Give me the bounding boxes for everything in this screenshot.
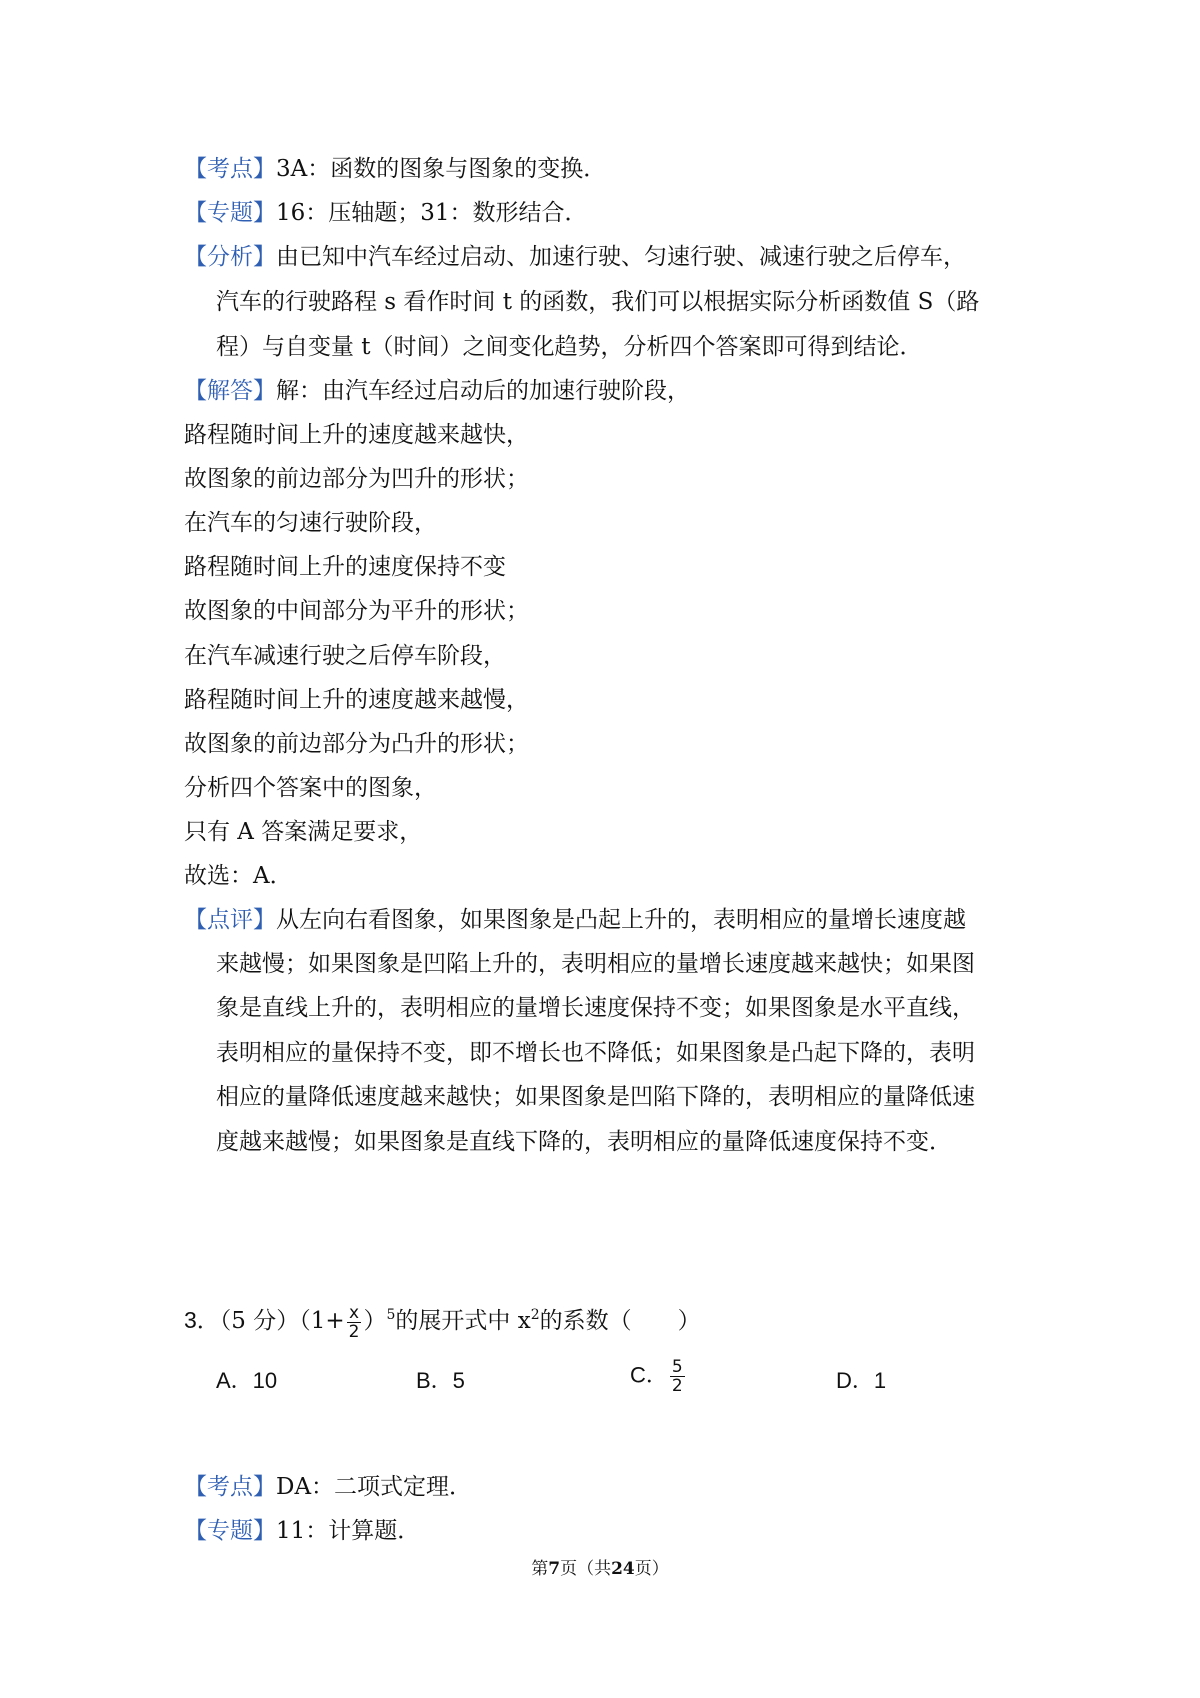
q3-option-c (630, 1358, 687, 1395)
q2-zhuanti (184, 198, 588, 228)
q3-expr-open: （1+ (299, 1308, 345, 1334)
q2-jieda-line-1: 路程随时间上升的速度越来越快， (184, 422, 529, 448)
zhuanti-tag: 【专题】 (184, 200, 276, 226)
q3-score: （5 分） (219, 1308, 300, 1334)
q2-dianping-line-4: 表明相应的量保持不变，即不增长也不降低；如果图象是凸起下降的，表明 (216, 1040, 975, 1066)
q3-x-exponent: 2 (530, 1307, 540, 1323)
q3-zhuanti-text: 11：计算题． (276, 1518, 421, 1544)
q2-jieda-line-8: 故图象的前边部分为凸升的形状； (184, 731, 529, 757)
jieda-tag: 【解答】 (184, 378, 276, 404)
q2-fenxi-line-3: 程）与自变量 t（时间）之间变化趋势，分析四个答案即可得到结论． (216, 334, 923, 360)
q2-jieda-line-9: 分析四个答案中的图象， (184, 775, 437, 801)
q2-jieda-line-6: 在汽车减速行驶之后停车阶段， (184, 643, 506, 669)
q3-option-c-den: 2 (671, 1376, 683, 1396)
footer-suffix: 页） (634, 1559, 669, 1579)
q2-fenxi-line-1: 由已知中汽车经过启动、加速行驶、匀速行驶、减速行驶之后停车， (276, 244, 966, 270)
q2-fenxi (184, 242, 966, 272)
q2-fenxi-line-2: 汽车的行驶路程 s 看作时间 t 的函数，我们可以根据实际分析函数值 S（路 (216, 289, 980, 315)
q3-expr-close: ） (363, 1308, 387, 1334)
q2-jieda-line-11: 故选：A． (184, 863, 293, 889)
q3-frac-den: 2 (348, 1321, 360, 1342)
q3-option-b: B．5 (416, 1368, 465, 1393)
kaodian-tag: 【考点】 (184, 156, 276, 182)
q3-text-end: 的系数（ ） (539, 1308, 701, 1334)
footer-mid: 页（共 (560, 1559, 612, 1579)
q2-jieda-line-4: 路程随时间上升的速度保持不变 (184, 554, 506, 580)
q2-kaodian (184, 154, 606, 184)
q2-kaodian-text: 3A：函数的图象与图象的变换． (276, 156, 607, 182)
q3-stem (184, 1300, 701, 1341)
q3-zhuanti (184, 1516, 420, 1546)
q2-dianping-line-5: 相应的量降低速度越来越快；如果图象是凹陷下降的，表明相应的量降低速 (216, 1084, 975, 1110)
q3-option-c-num: 5 (671, 1357, 683, 1377)
q2-dianping-line-2: 来越慢；如果图象是凹陷上升的，表明相应的量增长速度越来越快；如果图 (216, 951, 975, 977)
footer-prefix: 第 (531, 1559, 549, 1579)
q2-jieda-line-10: 只有 A 答案满足要求， (184, 819, 423, 845)
q3-frac-num: x (347, 1304, 362, 1323)
q3-kaodian-text: DA：二项式定理． (276, 1474, 473, 1500)
q3-option-c-label: C． (630, 1362, 668, 1388)
q3-kaodian-tag: 【考点】 (184, 1474, 276, 1500)
q2-jieda-line-7: 路程随时间上升的速度越来越慢， (184, 687, 529, 713)
q2-jieda-first: 解：由汽车经过启动后的加速行驶阶段， (276, 378, 690, 404)
q3-kaodian (184, 1472, 472, 1502)
footer-total-pages: 24 (611, 1559, 635, 1579)
q2-dianping (184, 905, 966, 935)
q3-option-d: D．1 (836, 1368, 887, 1393)
q2-jieda-line-2: 故图象的前边部分为凹升的形状； (184, 466, 529, 492)
q3-zhuanti-tag: 【专题】 (184, 1518, 276, 1544)
q3-option-c-fraction (670, 1358, 685, 1395)
dianping-tag: 【点评】 (184, 907, 276, 933)
q3-number: 3． (184, 1307, 220, 1333)
q2-jieda-line-5: 故图象的中间部分为平升的形状； (184, 598, 529, 624)
q3-text-mid: 的展开式中 x (395, 1308, 531, 1334)
q2-jieda-line-3: 在汽车的匀速行驶阶段， (184, 510, 437, 536)
q2-dianping-line-3: 象是直线上升的，表明相应的量增长速度保持不变；如果图象是水平直线， (216, 995, 975, 1021)
q3-exponent: 5 (386, 1307, 396, 1323)
page-footer (0, 1558, 1200, 1580)
q3-fraction (347, 1304, 362, 1341)
q2-jieda (184, 376, 690, 406)
fenxi-tag: 【分析】 (184, 244, 276, 270)
q2-dianping-line-1: 从左向右看图象，如果图象是凸起上升的，表明相应的量增长速度越 (276, 907, 966, 933)
q2-zhuanti-text: 16：压轴题；31：数形结合． (276, 200, 588, 226)
footer-page-number: 7 (548, 1559, 561, 1579)
q3-option-a: A．10 (216, 1368, 278, 1393)
q2-dianping-line-6: 度越来越慢；如果图象是直线下降的，表明相应的量降低速度保持不变． (216, 1129, 952, 1155)
